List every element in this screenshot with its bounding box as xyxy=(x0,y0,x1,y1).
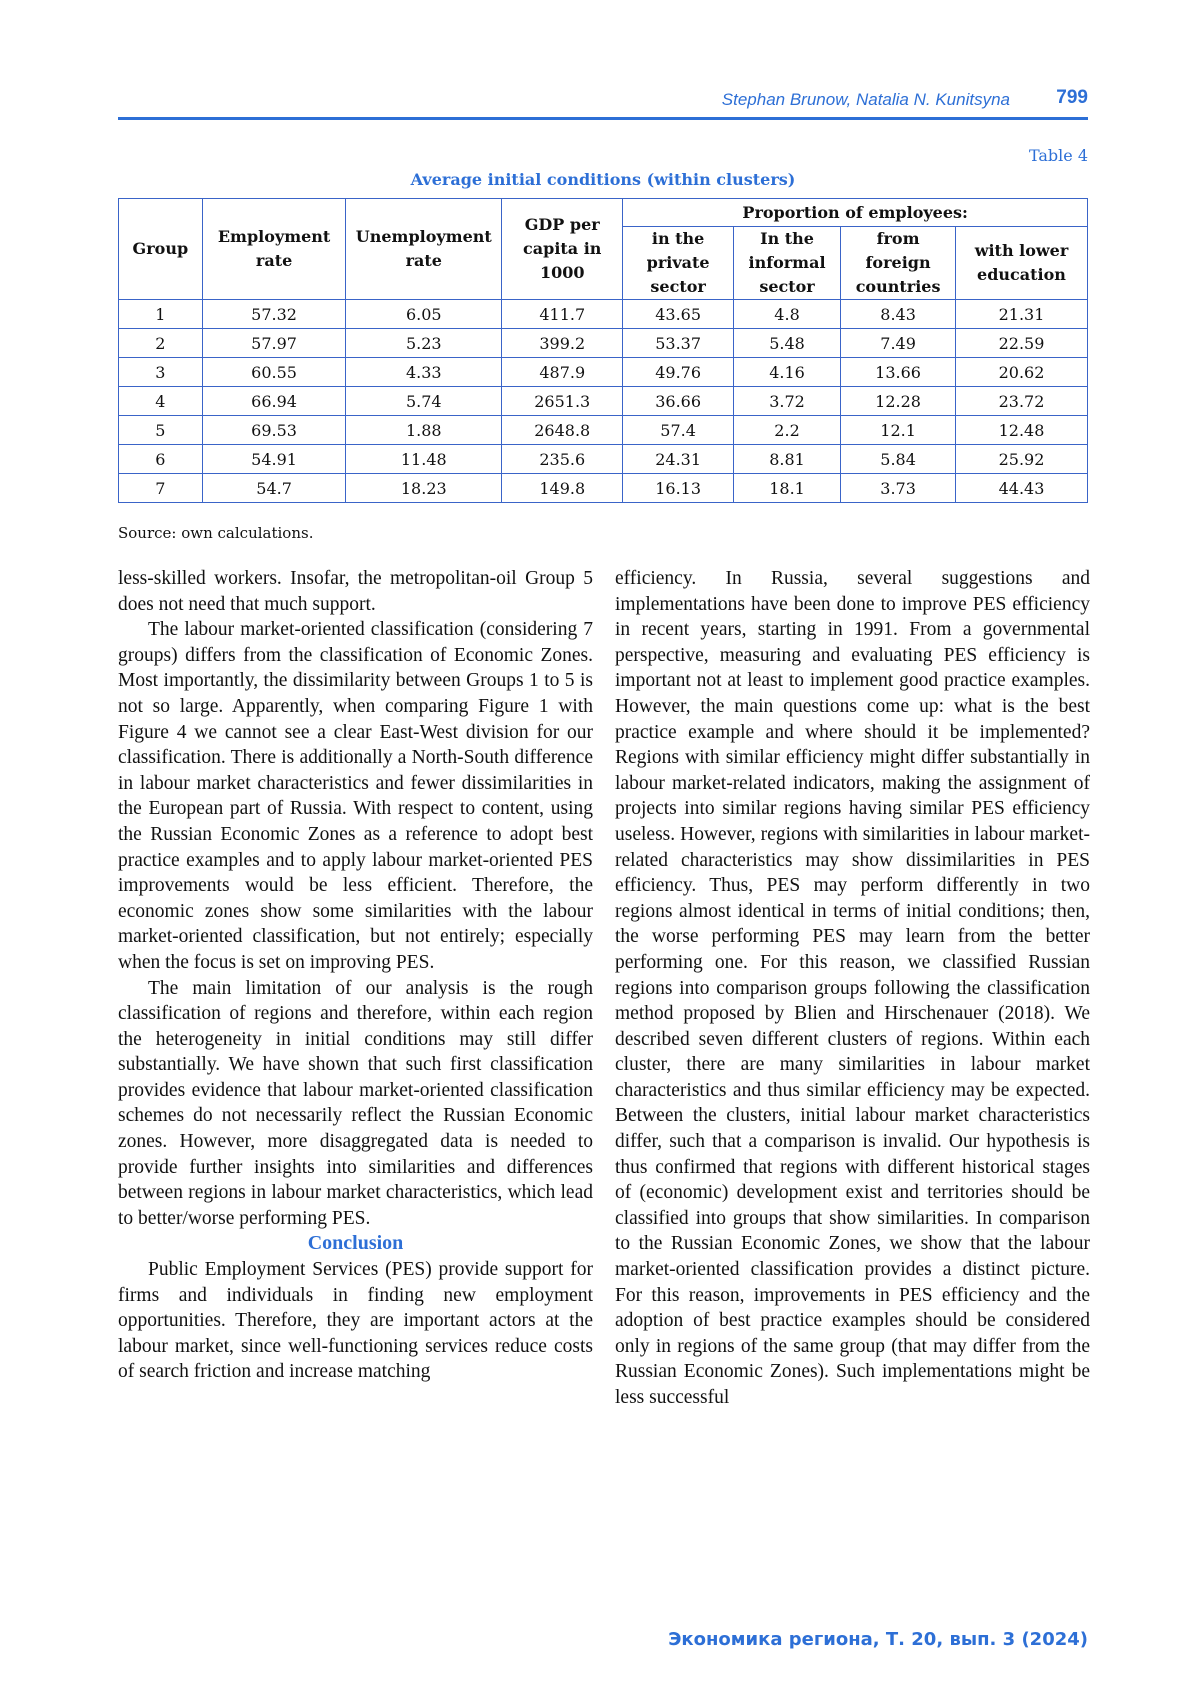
header-employment: Employment rate xyxy=(202,199,346,300)
table-cell: 60.55 xyxy=(202,358,346,387)
table-cell: 4.16 xyxy=(733,358,840,387)
table-row xyxy=(119,358,1088,387)
table-cell: 11.48 xyxy=(346,445,502,474)
page-number: 799 xyxy=(1056,87,1088,108)
table-cell: 54.91 xyxy=(202,445,346,474)
table-cell: 1.88 xyxy=(346,416,502,445)
table-cell: 12.1 xyxy=(841,416,956,445)
section-title-conclusion: Conclusion xyxy=(307,1232,404,1255)
header-authors: Stephan Brunow, Natalia N. Kunitsyna xyxy=(721,90,1010,109)
table-cell: 44.43 xyxy=(955,474,1087,503)
table-row xyxy=(119,329,1088,358)
table-cell: 5.84 xyxy=(841,445,956,474)
paragraph: efficiency. In Russia, several suggestions and implementations have been done to improve PES efficiency in recent years, starting in 1991. From a governmental perspective, measuring and evaluating PES efficiency is important not at least to implement good practice examples. However, the main questions come up: what is the best practice example and where should it be implemented? Regions with similar efficiency might differ substantially in labour market-related indicators, making the assignment of projects into similar regions having similar PES efficiency useless. However, regions with similarities in labour market-related characteristics may show dissimilarities in PES efficiency. Thus, PES may perform differently in two regions almost identical in terms of initial conditions; then, the worse performing PES may learn from the better performing one. For this reason, we classified Russian regions into comparison groups following the classification method proposed by Blien and Hirschenauer (2018). We described seven different clusters of regions. Within each cluster, there are many similarities in labour market characteristics and thus similar efficiency may be expected. Between the clusters, initial labour market characteristics differ, such that a comparison is invalid. Our hypothesis is thus confirmed that regions with different historical stages of (economic) development exist and territories should be classified into groups that show similarities. In comparison to the Russian Economic Zones, we show that the labour market-oriented classification provides a distinct picture. For this reason, improvements in PES efficiency and the adoption of best practice examples should be considered only in regions of the same group (that may differ from the Russian Economic Zones). Such implementations might be less successful xyxy=(615,568,1090,1408)
table-cell: 49.76 xyxy=(623,358,734,387)
header-informal: In the informal sector xyxy=(733,227,840,300)
header-private: in the private sector xyxy=(623,227,734,300)
header-proportion: Proportion of employees: xyxy=(623,199,1088,227)
table-cell: 2651.3 xyxy=(502,387,623,416)
table-cell: 13.66 xyxy=(841,358,956,387)
left-column xyxy=(118,566,593,1385)
table-cell: 66.94 xyxy=(202,387,346,416)
table-cell: 5.74 xyxy=(346,387,502,416)
table-cell: 21.31 xyxy=(955,300,1087,329)
table-cell: 12.28 xyxy=(841,387,956,416)
table-cell: 22.59 xyxy=(955,329,1087,358)
table-cell: 6 xyxy=(119,445,203,474)
header-foreign: from foreign countries xyxy=(841,227,956,300)
table-cell: 399.2 xyxy=(502,329,623,358)
table-body xyxy=(119,300,1088,503)
table-cell: 8.81 xyxy=(733,445,840,474)
header-unemployment: Unemployment rate xyxy=(346,199,502,300)
table-cell: 3.73 xyxy=(841,474,956,503)
table-cell: 4.8 xyxy=(733,300,840,329)
table-cell: 43.65 xyxy=(623,300,734,329)
table-cell: 36.66 xyxy=(623,387,734,416)
table-cell: 18.1 xyxy=(733,474,840,503)
table-title: Average initial conditions (within clusters) xyxy=(410,170,796,189)
right-column xyxy=(615,566,1090,1411)
table-cell: 487.9 xyxy=(502,358,623,387)
table-cell: 4.33 xyxy=(346,358,502,387)
table-cell: 16.13 xyxy=(623,474,734,503)
table-cell: 8.43 xyxy=(841,300,956,329)
table-cell: 20.62 xyxy=(955,358,1087,387)
table-cell: 7 xyxy=(119,474,203,503)
table-cell: 18.23 xyxy=(346,474,502,503)
journal-footer: Экономика региона, Т. 20, вып. 3 (2024) xyxy=(668,1629,1088,1650)
table-label: Table 4 xyxy=(1028,146,1088,165)
running-header xyxy=(118,86,1088,116)
table-cell: 6.05 xyxy=(346,300,502,329)
paragraph: The labour market-oriented classification (considering 7 groups) differs from the classification of Economic Zones. Most importantly, the dissimilarity between Groups 1 to 5 is not so large. Apparently, when comparing Figure 1 with Figure 4 we cannot see a clear East-West division for our classification. There is additionally a North-South difference in labour market characteristics and fewer dissimilarities in the European part of Russia. With respect to content, using the Russian Economic Zones as a reference to adopt best practice examples and to apply labour market-oriented PES improvements would be less efficient. Therefore, the economic zones show some similarities with the labour market-oriented classification, but not entirely; especially when the focus is set on improving PES. xyxy=(118,619,593,973)
table-cell: 2.2 xyxy=(733,416,840,445)
table-row xyxy=(119,445,1088,474)
paragraph: Public Employment Services (PES) provide support for firms and individuals in finding new employment opportunities. Therefore, they are important actors at the labour market, since well-functioning services reduce costs of search friction and increase matching xyxy=(118,1259,593,1383)
table-cell: 5.23 xyxy=(346,329,502,358)
table-cell: 1 xyxy=(119,300,203,329)
table-cell: 57.4 xyxy=(623,416,734,445)
table-cell: 24.31 xyxy=(623,445,734,474)
table-cell: 3 xyxy=(119,358,203,387)
table-cell: 3.72 xyxy=(733,387,840,416)
table-cell: 4 xyxy=(119,387,203,416)
table-row xyxy=(119,387,1088,416)
paragraph: The main limitation of our analysis is the rough classification of regions and therefore, within each region the heterogeneity in initial conditions may still differ substantially. We have shown that such first classification provides evidence that labour market-oriented classification schemes do not necessarily reflect the Russian Economic zones. However, more disaggregated data is needed to provide further insights into similarities and differences between regions in labour market characteristics, which lead to better/worse performing PES. xyxy=(118,977,593,1229)
data-table xyxy=(118,198,1088,503)
table-cell: 7.49 xyxy=(841,329,956,358)
table-cell: 23.72 xyxy=(955,387,1087,416)
table-cell: 235.6 xyxy=(502,445,623,474)
header-group: Group xyxy=(119,199,203,300)
table-cell: 57.97 xyxy=(202,329,346,358)
header-rule xyxy=(118,117,1088,120)
table-cell: 53.37 xyxy=(623,329,734,358)
table-row xyxy=(119,416,1088,445)
table-cell: 5.48 xyxy=(733,329,840,358)
table-cell: 411.7 xyxy=(502,300,623,329)
table-cell: 5 xyxy=(119,416,203,445)
table-cell: 149.8 xyxy=(502,474,623,503)
table-row xyxy=(119,474,1088,503)
table-cell: 12.48 xyxy=(955,416,1087,445)
table-cell: 54.7 xyxy=(202,474,346,503)
table-source: Source: own calculations. xyxy=(118,524,314,542)
header-gdp: GDP per capita in 1000 xyxy=(502,199,623,300)
table-cell: 69.53 xyxy=(202,416,346,445)
table-row xyxy=(119,300,1088,329)
table-cell: 57.32 xyxy=(202,300,346,329)
header-education: with lower education xyxy=(955,227,1087,300)
paragraph: less-skilled workers. Insofar, the metropolitan-oil Group 5 does not need that much support. xyxy=(118,568,593,615)
table-cell: 25.92 xyxy=(955,445,1087,474)
table-cell: 2648.8 xyxy=(502,416,623,445)
table-cell: 2 xyxy=(119,329,203,358)
